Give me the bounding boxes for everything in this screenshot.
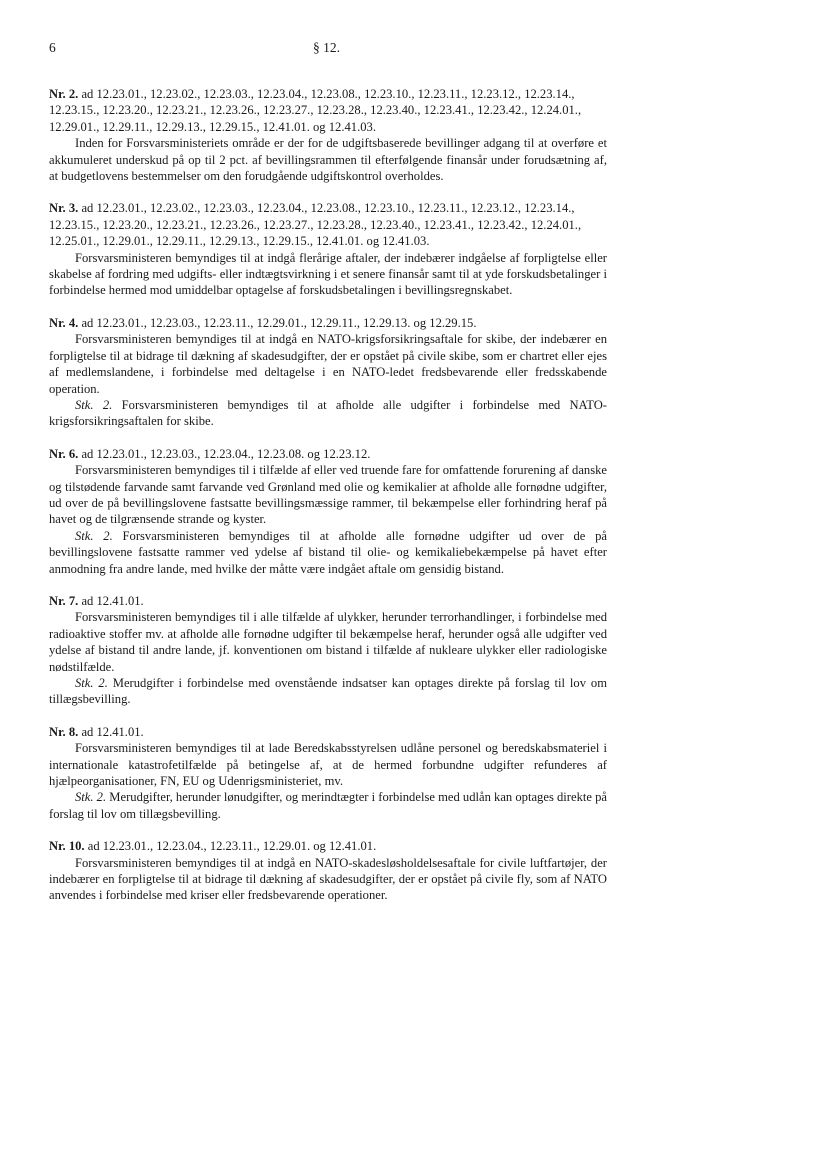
provision-number: Nr. 7. xyxy=(49,593,79,608)
account-references: ad 12.23.01., 12.23.04., 12.23.11., 12.29.01. og 12.41.01. xyxy=(87,839,377,854)
provision-paragraph: Forsvarsministeren bemyndiges til at indgå en NATO-krigsforsikringsaftale for skibe, der indebærer en forpligtelse til at bidrage til dækning af skadesudgifter, der er opstået på civile skibe, som er chartret eller ejes af medlemslandene, i forbindelse med deltagelse i en NATO-ledet fredsbevarende eller fredsskabende operation. xyxy=(49,332,607,396)
account-references: ad 12.41.01. xyxy=(81,724,144,739)
provision-nr-10 xyxy=(49,838,607,904)
account-references: ad 12.23.01., 12.23.02., 12.23.03., 12.23.04., 12.23.08., 12.23.10., 12.23.11., 12.23.12., 12.23.14., 12.23.15., 12.23.20., 12.23.21., 12.23.26., 12.23.27., 12.23.28., 12.23.40., 12.23.41., 12.23.42., 12.24.01., 12.29.01., 12.29.11., 12.29.13., 12.29.15., 12.41.01. og 12.41.03. xyxy=(49,87,582,134)
stk-text: Merudgifter i forbindelse med ovenstående indsatser kan optages direkte på forslag til lov om tillægsbevilling. xyxy=(49,676,607,707)
account-references: ad 12.23.01., 12.23.03., 12.23.04., 12.23.08. og 12.23.12. xyxy=(81,446,371,461)
provision-nr-4 xyxy=(49,315,607,430)
page-number: 6 xyxy=(49,40,56,55)
provision-nr-8 xyxy=(49,724,607,822)
provision-nr-6 xyxy=(49,446,607,577)
provision-paragraph: Forsvarsministeren bemyndiges til i tilfælde af eller ved truende fare for omfattende forurening af danske og tilstødende farvande samt farvande ved Grønland med olie og kemikalier at afholde alle fornødne udgifter, ud over de på bevillingslovene fastsatte bevillingsmæssige rammer, til bekæmpelse eller forhindring heraf på havet og de tilgrænsende strande og kyster. xyxy=(49,463,607,527)
stk-label: Stk. 2. xyxy=(75,790,107,805)
provision-number: Nr. 2. xyxy=(49,87,79,101)
provision-heading xyxy=(49,838,607,854)
provision-heading xyxy=(49,593,607,609)
provision-heading xyxy=(49,724,607,740)
stk-paragraph xyxy=(49,675,607,708)
stk-text: Forsvarsministeren bemyndiges til at afholde alle fornødne udgifter ud over de på bevillingslovene fastsatte rammer ved ydelse af bistand til olie- og kemikaliebekæmpelse på havet efter anmodning fra andre lande, med hvilke der måtte være indgået aftale om gensidig bistand. xyxy=(49,528,607,576)
stk-label: Stk. 2. xyxy=(75,397,113,412)
section-heading: § 12. xyxy=(313,40,340,55)
provision-heading xyxy=(49,200,607,249)
provision-number: Nr. 10. xyxy=(49,839,85,854)
provision-nr-7 xyxy=(49,593,607,708)
provision-heading xyxy=(49,315,607,331)
provision-number: Nr. 4. xyxy=(49,315,79,330)
account-references: ad 12.23.01., 12.23.02., 12.23.03., 12.23.04., 12.23.08., 12.23.10., 12.23.11., 12.23.12., 12.23.14., 12.23.15., 12.23.20., 12.23.21., 12.23.26., 12.23.27., 12.23.28., 12.23.40., 12.23.41., 12.23.42., 12.24.01., 12.25.01., 12.29.01., 12.29.11., 12.29.13., 12.29.15., 12.41.01. og 12.41.03. xyxy=(49,201,582,249)
provision-nr-2 xyxy=(49,86,607,184)
stk-text: Merudgifter, herunder lønudgifter, og merindtægter i forbindelse med udlån kan optages direkte på forslag til lov om tillægsbevilling. xyxy=(49,790,607,821)
stk-paragraph xyxy=(49,397,607,430)
provision-heading xyxy=(49,86,607,135)
stk-paragraph xyxy=(49,789,607,822)
provision-number: Nr. 3. xyxy=(49,201,79,216)
provision-paragraph: Forsvarsministeren bemyndiges til at indgå flerårige aftaler, der indebærer indgåelse af forpligtelse eller skabelse af fordring med udgifts- eller indtægtsvirkning i et senere finansår samt til at yde forskudsbetalinger i forbindelse hermed mod umiddelbar optagelse af forskudsbetalingen i bevillingsregnskabet. xyxy=(49,250,607,298)
provision-paragraph: Forsvarsministeren bemyndiges til i alle tilfælde af ulykker, herunder terrorhandlinger, i forbindelse med radioaktive stoffer mv. at afholde alle fornødne udgifter til bekæmpelse heraf, herunder også alle udgifter ved ydelse af bistand til andre lande, jf. konventionen om bistand i tilfælde af nukleare ulykker eller radiologiske nødstilfælde. xyxy=(49,610,607,674)
page-header xyxy=(49,40,609,60)
account-references: ad 12.23.01., 12.23.03., 12.23.11., 12.29.01., 12.29.11., 12.29.13. og 12.29.15. xyxy=(81,315,477,330)
stk-paragraph xyxy=(49,528,607,577)
stk-text: Forsvarsministeren bemyndiges til at afholde alle udgifter i forbindelse med NATO-krigsforsikringsaftalen for skibe. xyxy=(49,397,608,429)
provision-paragraph: Forsvarsministeren bemyndiges til at indgå en NATO-skadesløsholdelsesaftale for civile luftfartøjer, der indebærer en forpligtelse til at bidrage til dækning af skadesudgifter, der er opstået på civile fly, som af NATO anvendes i forbindelse med kriser eller fredsbevarende operationer. xyxy=(49,855,607,903)
provision-number: Nr. 6. xyxy=(49,446,79,461)
document-body xyxy=(49,86,607,920)
provision-nr-3 xyxy=(49,200,607,298)
stk-label: Stk. 2. xyxy=(75,676,108,690)
account-references: ad 12.41.01. xyxy=(81,593,144,608)
provision-paragraph: Forsvarsministeren bemyndiges til at lade Beredskabsstyrelsen udlåne personel og beredskabsmateriel i internationale katastrofetilfælde på betingelse af, at de hermed forbundne udgifter refunderes af hjælpeorganisationer, FN, EU og Udenrigsministeriet, mv. xyxy=(49,741,607,789)
provision-paragraph: Inden for Forsvarsministeriets område er der for de udgiftsbaserede bevillinger adgang til at overføre et akkumuleret underskud på op til 2 pct. af bevillingsrammen til efterfølgende finansår under forudsætning af, at budgetlovens bestemmelser om den forudgående udgiftskontrol overholdes. xyxy=(49,136,607,184)
provision-heading xyxy=(49,446,607,462)
provision-number: Nr. 8. xyxy=(49,724,79,739)
stk-label: Stk. 2. xyxy=(75,528,113,543)
